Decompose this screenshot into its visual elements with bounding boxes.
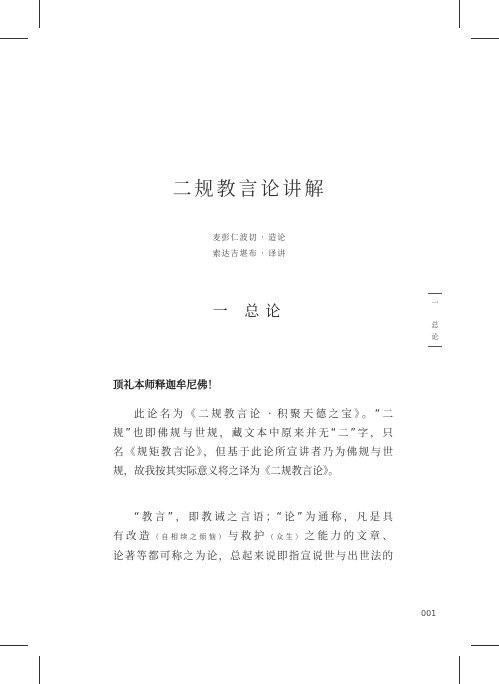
crop-mark-bottom-right-horizontal <box>471 645 499 646</box>
crop-mark-top-right-vertical <box>459 0 460 28</box>
p2-line2-c: 之能力的文章、 <box>304 530 394 542</box>
side-title-char-2: 论 <box>431 333 439 341</box>
chapter-side-marker <box>428 293 442 347</box>
paragraph-1-line-4: 规，故我按其实际意义将之译为《二规教言论》。 <box>113 465 339 477</box>
side-rule-top <box>428 293 442 294</box>
p2-line2-note-1: （自相续之烦恼） <box>151 533 228 541</box>
p2-line2-note-2: （众生） <box>266 533 305 541</box>
crop-mark-bottom-left-horizontal <box>0 645 28 646</box>
paragraph-2 <box>113 508 393 566</box>
translator-credit: 索达吉堪布 · 译讲 <box>212 249 287 258</box>
side-chapter-number: 一 <box>431 299 439 307</box>
book-title: 二规教言论讲解 <box>172 178 327 200</box>
page-number: 001 <box>421 609 437 618</box>
side-rule-bottom <box>428 346 442 347</box>
chapter-heading: 一 总论 <box>212 302 287 320</box>
paragraph-2-line-3: 论著等都可称之为论，总起来说即指宣说世与出世法的 <box>113 550 393 562</box>
paragraph-2-line-2 <box>113 527 393 547</box>
crop-mark-top-right-horizontal <box>471 38 499 39</box>
p2-line2-b: 与救护 <box>227 530 267 542</box>
crop-mark-bottom-right-vertical <box>459 656 460 684</box>
paragraph-1-line-1: 此论名为《二规教言论 · 积聚天德之宝》。“二 <box>134 408 393 420</box>
homage-line: 顶礼本师释迦牟尼佛！ <box>113 379 218 391</box>
paragraph-1-line-2: 规”也即佛规与世规，藏文本中原来并无“二”字，只 <box>113 427 393 439</box>
author-credit: 麦彭仁波切 · 造论 <box>212 233 287 242</box>
paragraph-2-line-1: “教言”，即教诫之言语；“论”为通称，凡是具 <box>134 511 393 523</box>
crop-mark-top-left-vertical <box>39 0 40 28</box>
paragraph-1 <box>113 405 393 481</box>
paragraph-1-line-3: 名《规矩教言论》，但基于此论所宣讲者乃为佛规与世 <box>113 446 393 458</box>
p2-line2-a: 有改造 <box>113 530 152 542</box>
crop-mark-bottom-left-vertical <box>39 656 40 684</box>
crop-mark-top-left-horizontal <box>0 38 28 39</box>
side-title-char-1: 总 <box>431 321 439 329</box>
